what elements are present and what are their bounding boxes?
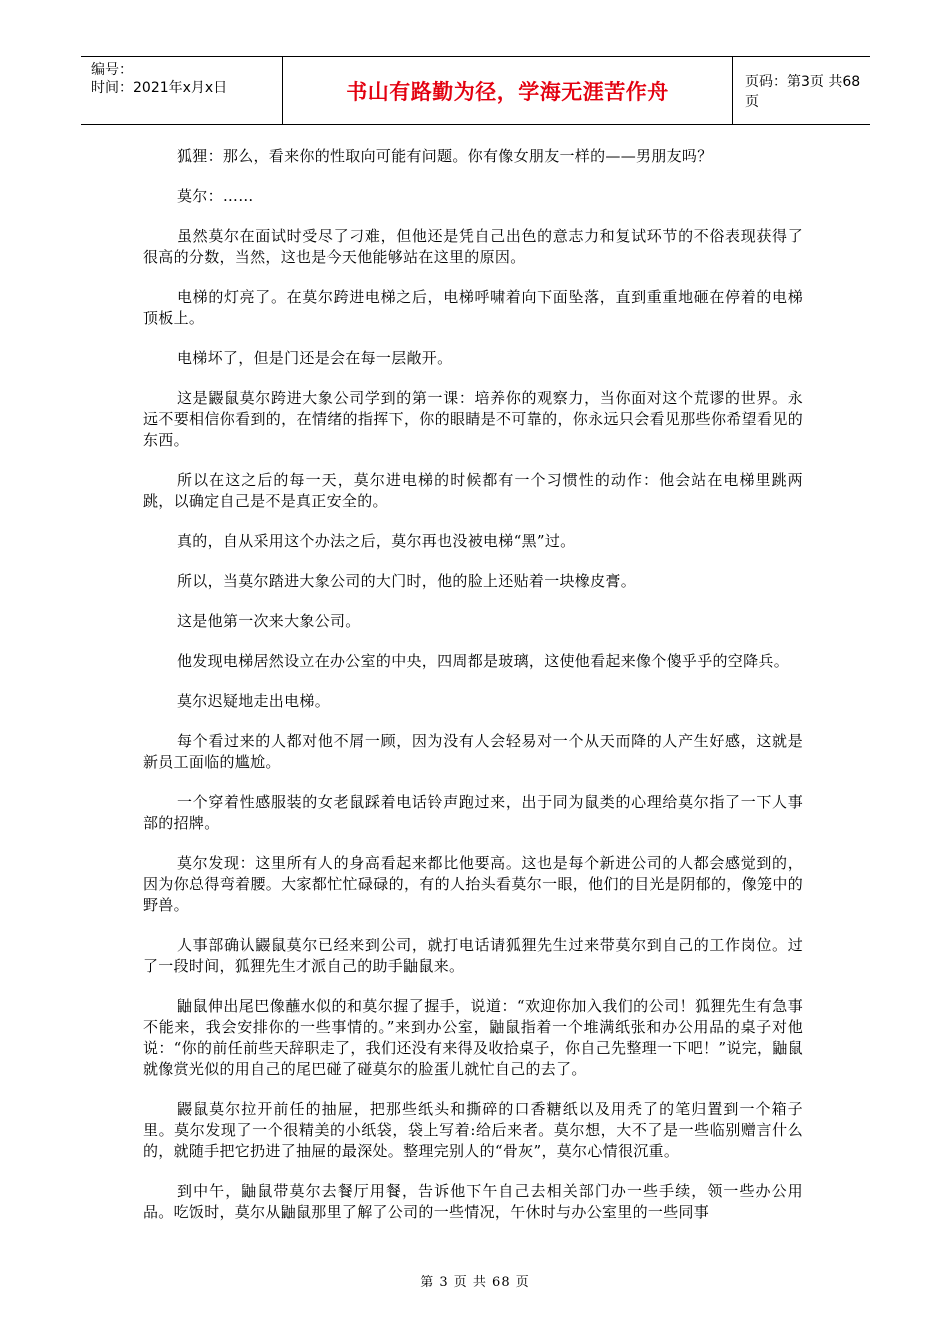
- paragraph: 真的，自从采用这个办法之后，莫尔再也没被电梯“黑”过。: [177, 532, 576, 550]
- header-page-cell: [733, 57, 870, 124]
- paragraph: 狐狸：那么，看来你的性取向可能有问题。你有像女朋友一样的——男朋友吗？: [177, 147, 713, 165]
- paragraph: 电梯的灯亮了。在莫尔跨进电梯之后，电梯呼啸着向下面坠落，直到重重地砸在停着的电梯顶板上。: [143, 288, 803, 327]
- paragraph: 电梯坏了，但是门还是会在每一层敞开。: [177, 349, 453, 367]
- paragraph: 到中午，鼬鼠带莫尔去餐厅用餐，告诉他下午自己去相关部门办一些手续，领一些办公用品。吃饭时，莫尔从鼬鼠那里了解了公司的一些情况，午休时与办公室里的一些同事: [143, 1182, 803, 1221]
- header-info: [81, 57, 282, 124]
- paragraph: 莫尔：……: [177, 187, 254, 205]
- paragraph: 这是他第一次来大象公司。: [177, 612, 361, 630]
- number-label: 编号：: [91, 62, 133, 78]
- footer-page-number: 第 3 页 共 68 页: [420, 1275, 530, 1290]
- paragraph: 人事部确认鼹鼠莫尔已经来到公司，就打电话请狐狸先生过来带莫尔到自己的工作岗位。过了一段时间，狐狸先生才派自己的助手鼬鼠来。: [143, 936, 803, 975]
- document-body: [143, 146, 803, 1242]
- header-motto-cell: [282, 57, 733, 124]
- paragraph: 所以，当莫尔踏进大象公司的大门时，他的脸上还贴着一块橡皮膏。: [177, 572, 637, 590]
- paragraph: 每个看过来的人都对他不屑一顾，因为没有人会轻易对一个从天而降的人产生好感，这就是新员工面临的尴尬。: [143, 732, 803, 771]
- date-label: 时间：2021年x月x日: [91, 80, 228, 96]
- page-footer: [0, 1271, 950, 1290]
- motto-text: 书山有路勤为径，学海无涯苦作舟: [346, 79, 669, 104]
- paragraph: 他发现电梯居然设立在办公室的中央，四周都是玻璃，这使他看起来像个傻乎乎的空降兵。: [177, 652, 790, 670]
- paragraph: 这是鼹鼠莫尔跨进大象公司学到的第一课：培养你的观察力，当你面对这个荒谬的世界。永远不要相信你看到的，在情绪的指挥下，你的眼睛是不可靠的，你永远只会看见那些你希望看见的东西。: [143, 389, 803, 449]
- page-label: 页码：第3页 共68页: [745, 73, 861, 110]
- document-header: [81, 56, 870, 125]
- paragraph: 所以在这之后的每一天，莫尔进电梯的时候都有一个习惯性的动作：他会站在电梯里跳两跳，以确定自己是不是真正安全的。: [143, 471, 803, 510]
- paragraph: 虽然莫尔在面试时受尽了刁难，但他还是凭自己出色的意志力和复试环节的不俗表现获得了很高的分数，当然，这也是今天他能够站在这里的原因。: [143, 227, 803, 266]
- paragraph: 一个穿着性感服装的女老鼠踩着电话铃声跑过来，出于同为鼠类的心理给莫尔指了一下人事部的招牌。: [143, 793, 803, 832]
- paragraph: 莫尔迟疑地走出电梯。: [177, 692, 331, 710]
- paragraph: 莫尔发现：这里所有人的身高看起来都比他要高。这也是每个新进公司的人都会感觉到的，因为你总得弯着腰。大家都忙忙碌碌的，有的人抬头看莫尔一眼，他们的目光是阴郁的，像笼中的野兽。: [143, 854, 803, 914]
- paragraph: 鼹鼠莫尔拉开前任的抽屉，把那些纸头和撕碎的口香糖纸以及用秃了的笔归置到一个箱子里。莫尔发现了一个很精美的小纸袋，袋上写着:给后来者。莫尔想，大不了是一些临别赠言什么的，就随手把它扔进了抽屉的最深处。整理完别人的“骨灰”，莫尔心情很沉重。: [143, 1100, 803, 1160]
- paragraph: 鼬鼠伸出尾巴像蘸水似的和莫尔握了握手，说道：“欢迎你加入我们的公司！狐狸先生有急事不能来，我会安排你的一些事情的。”来到办公室，鼬鼠指着一个堆满纸张和办公用品的桌子对他说：“你的前任前些天辞职走了，我们还没有来得及收拾桌子，你自己先整理一下吧！”说完，鼬鼠就像赏光似的用自己的尾巴碰了碰莫尔的脸蛋儿就忙自己的去了。: [143, 997, 803, 1078]
